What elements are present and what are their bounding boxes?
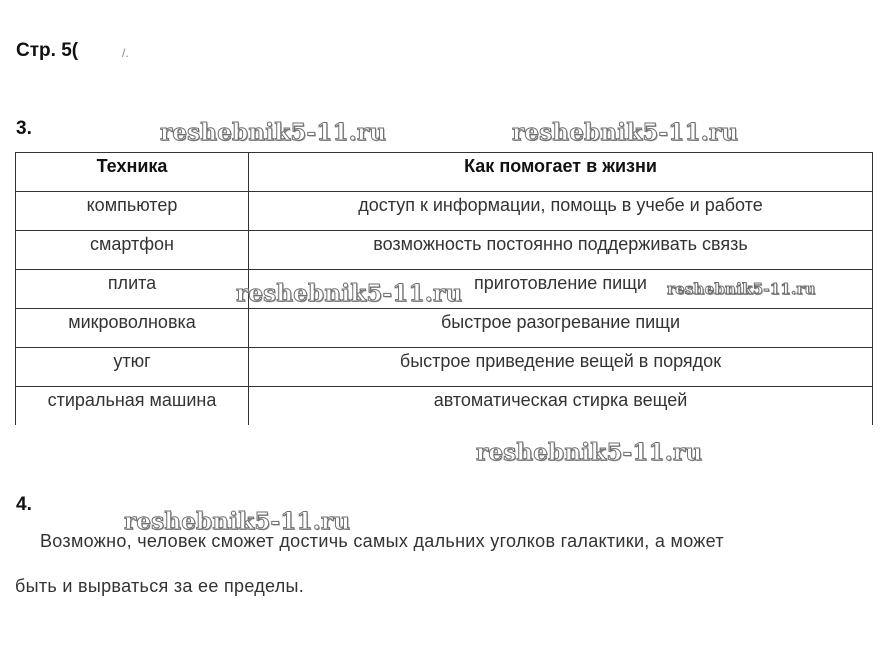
- watermark: reshebnik5-11.ru: [476, 439, 703, 466]
- task-4-answer-line-2: быть и вырваться за ее пределы.: [15, 576, 305, 596]
- page-label: Стр. 5(: [16, 40, 79, 61]
- watermark: reshebnik5-11.ru: [160, 119, 387, 146]
- task-3-number: 3.: [16, 118, 32, 139]
- table-row: [16, 192, 873, 231]
- table-row: [16, 309, 873, 348]
- watermark: reshebnik5-11.ru: [124, 508, 351, 535]
- header-how-it-helps: Как помогает в жизни: [249, 153, 873, 192]
- row-benefit: быстрое приведение вещей в порядок: [249, 348, 873, 387]
- row-benefit: быстрое разогревание пищи: [249, 309, 873, 348]
- table-row: [16, 348, 873, 387]
- table-header-row: [16, 153, 873, 192]
- task-4-number: 4.: [16, 494, 32, 515]
- watermark: reshebnik5-11.ru: [512, 119, 739, 146]
- task-4-answer-line-1: Возможно, человек сможет достичь самых дальних уголков галактики, а может: [40, 531, 724, 551]
- row-technology: плита: [16, 270, 249, 309]
- header-technology: Техника: [16, 153, 249, 192]
- row-technology: стиральная машина: [16, 387, 249, 426]
- row-benefit: автоматическая стирка вещей: [249, 387, 873, 426]
- watermark: reshebnik5-11.ru: [236, 280, 463, 307]
- row-technology: микроволновка: [16, 309, 249, 348]
- row-technology: компьютер: [16, 192, 249, 231]
- row-technology: смартфон: [16, 231, 249, 270]
- row-benefit: доступ к информации, помощь в учебе и работе: [249, 192, 873, 231]
- table-row: [16, 231, 873, 270]
- row-benefit: приготовление пищи: [249, 270, 873, 309]
- row-technology: утюг: [16, 348, 249, 387]
- page-mark: /.: [122, 46, 129, 60]
- watermark: reshebnik5-11.ru: [667, 280, 816, 298]
- row-benefit: возможность постоянно поддерживать связь: [249, 231, 873, 270]
- table-row: [16, 387, 873, 426]
